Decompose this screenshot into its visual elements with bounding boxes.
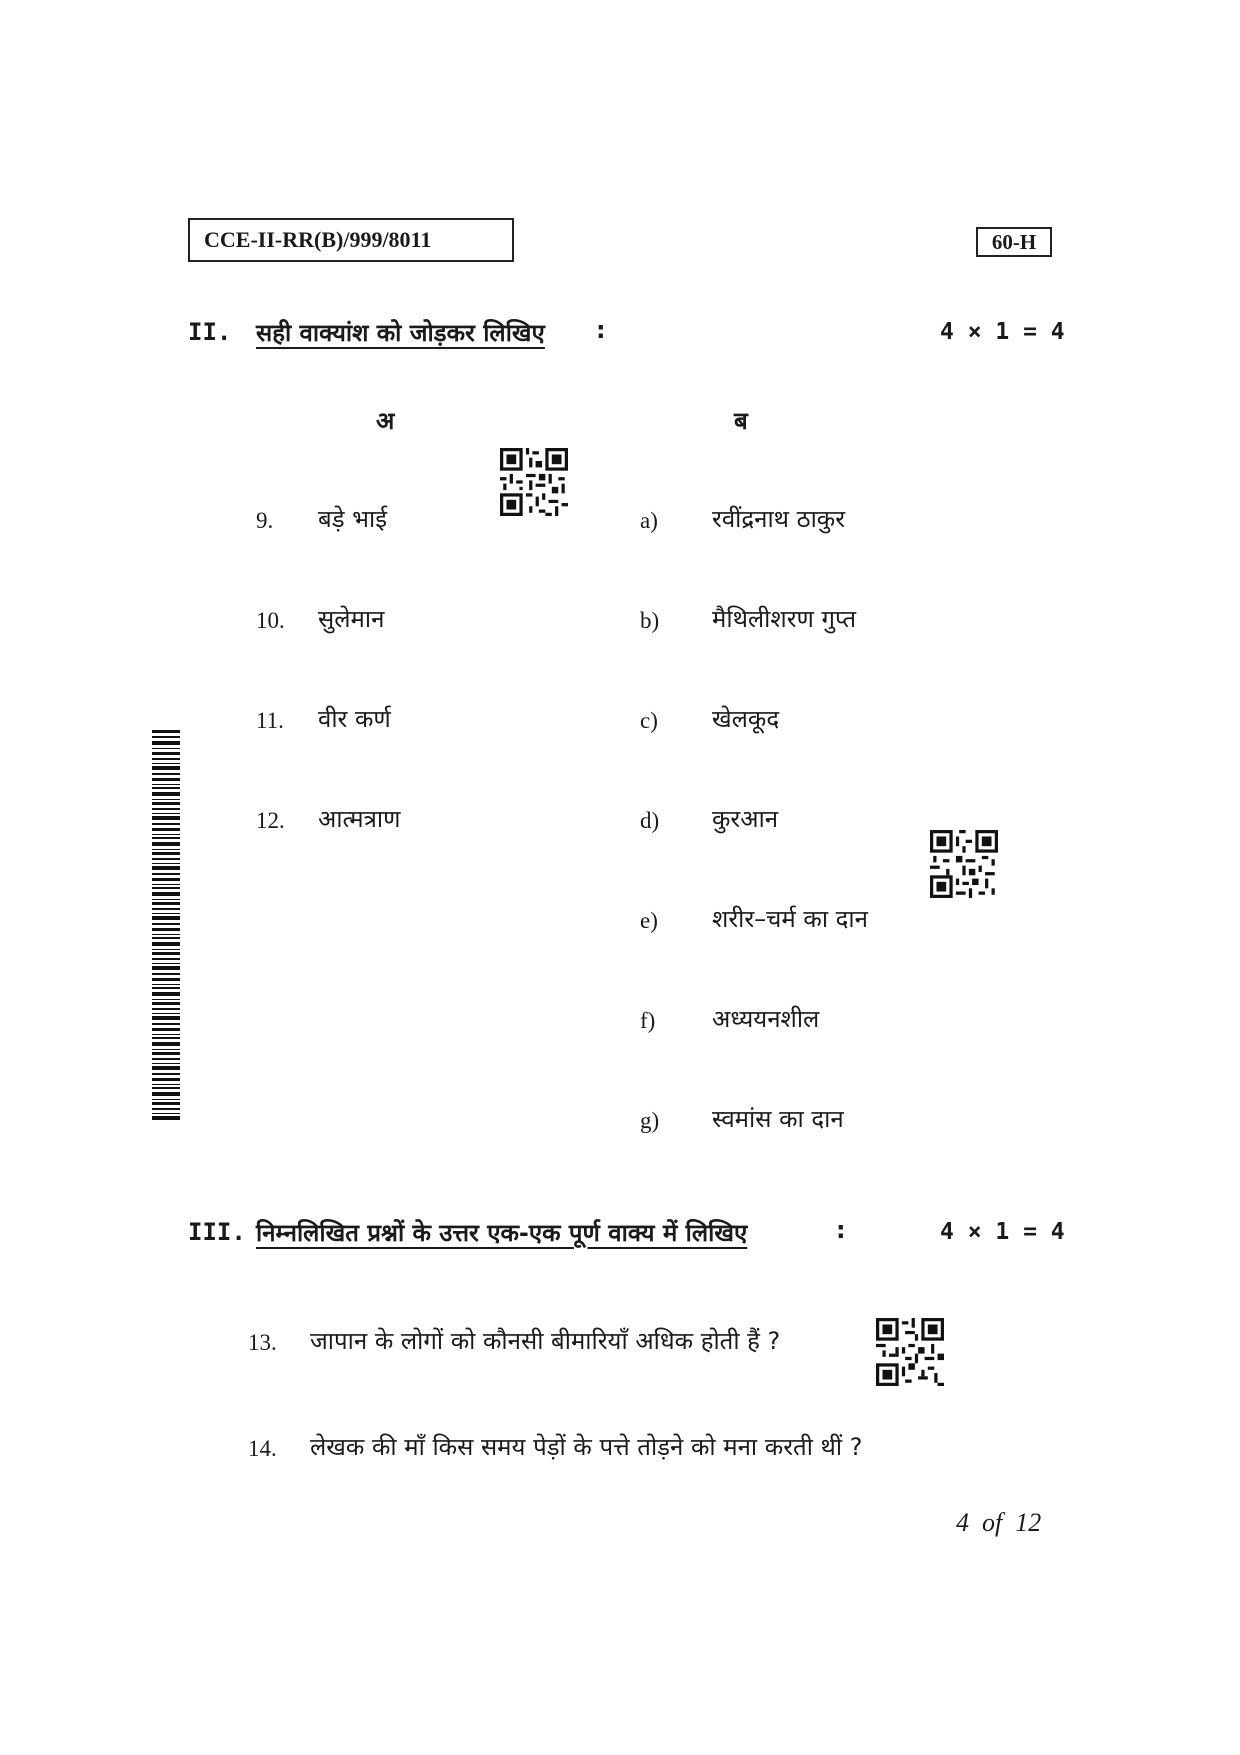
question-12-number: 12. [256,808,285,833]
option-d-label: d) [640,808,660,833]
option-d-text: कुरआन [712,805,779,833]
qr-code-icon [500,448,568,516]
question-14-text: लेखक की माँ किस समय पेड़ों के पत्ते तोड़ने को मना करती थीं ? [310,1433,863,1461]
column-a-heading: अ [376,407,395,435]
question-11-text: वीर कर्ण [318,705,391,733]
section-2-colon: : [596,316,606,344]
option-a-label: a) [640,508,658,533]
option-b-text: मैथिलीशरण गुप्त [712,605,857,633]
paper-code: CCE-II-RR(B)/999/8011 [188,218,514,262]
option-e-text: शरीर–चर्म का दान [712,905,868,933]
question-14-number: 14. [248,1436,277,1461]
section-3-marks: 4 × 1 = 4 [940,1219,1065,1245]
question-13-text: जापान के लोगों को कौनसी बीमारियाँ अधिक होती हैं ? [310,1327,781,1355]
section-2-number: II. [188,318,232,346]
barcode-icon [152,730,180,1120]
subject-code: 60-H [976,227,1052,257]
option-f-text: अध्ययनशील [712,1005,820,1033]
option-e-label: e) [640,908,658,933]
question-9-number: 9. [256,508,274,533]
section-2-marks: 4 × 1 = 4 [940,319,1065,345]
page-number: 4 of 12 [956,1508,1042,1537]
option-f-label: f) [640,1008,656,1033]
column-b-heading: ब [734,407,748,435]
option-a-text: रवींद्रनाथ ठाकुर [712,505,846,533]
section-3-colon: : [836,1216,846,1244]
question-10-text: सुलेमान [318,605,385,633]
question-11-number: 11. [256,708,284,733]
option-b-label: b) [640,608,660,633]
section-2-title: सही वाक्यांश को जोड़कर लिखिए [256,319,545,347]
option-g-text: स्वमांस का दान [712,1105,844,1133]
qr-code-icon [876,1318,944,1386]
section-3-number: III. [188,1218,246,1246]
option-g-label: g) [640,1108,660,1133]
question-9-text: बड़े भाई [318,505,388,533]
question-10-number: 10. [256,608,285,633]
qr-code-icon [930,830,998,898]
question-13-number: 13. [248,1330,277,1355]
option-c-text: खेलकूद [712,705,780,733]
section-3-title: निम्नलिखित प्रश्नों के उत्तर एक-एक पूर्ण वाक्य में लिखिए [256,1219,748,1247]
option-c-label: c) [640,708,658,733]
question-12-text: आत्मत्राण [318,805,401,833]
